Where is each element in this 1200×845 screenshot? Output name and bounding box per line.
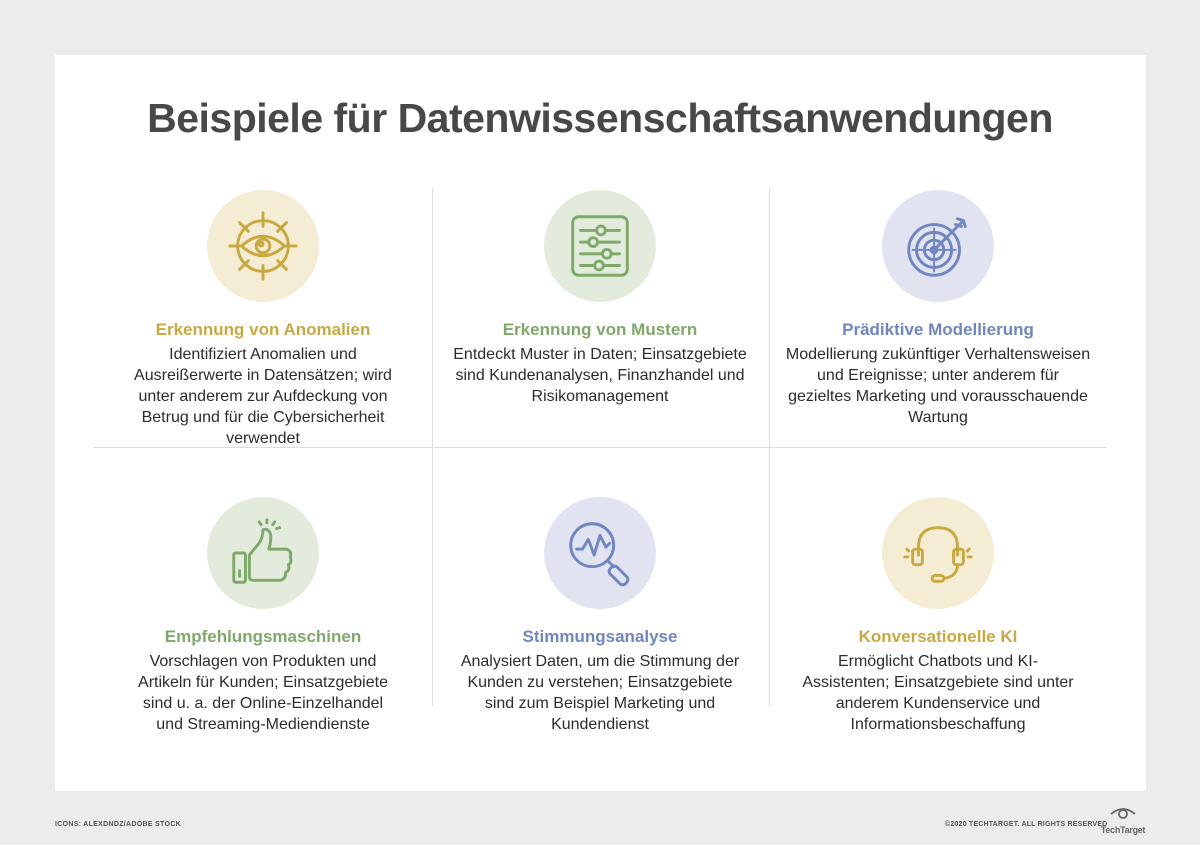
card-predictive-modeling xyxy=(769,190,1107,428)
headset-icon xyxy=(899,514,977,592)
card-heading: Prädiktive Modellierung xyxy=(842,320,1034,339)
page-title: Beispiele für Datenwissenschaftsanwendungen xyxy=(147,95,1053,141)
techtarget-logo xyxy=(1098,806,1148,835)
pattern-sliders-icon xyxy=(561,207,639,285)
card-heading: Erkennung von Anomalien xyxy=(155,320,371,339)
card-description: Identifiziert Anomalien und Ausreißerwerte in Datensätzen; wird unter anderem zur Aufdeckung von Betrug und für die Cybersicherheit verwendet xyxy=(134,346,392,447)
icon-credit: ICONS: ALEXDNDZ/ADOBE STOCK xyxy=(55,821,181,828)
card-heading: Erkennung von Mustern xyxy=(502,320,698,339)
icon-circle xyxy=(882,190,994,302)
card-recommendation-engines xyxy=(94,497,432,735)
card-description: Modellierung zukünftiger Verhaltensweisen und Ereignisse; unter anderem für gezieltes Marketing und vorausschauende Wartung xyxy=(785,346,1091,426)
card-description: Analysiert Daten, um die Stimmung der Kunden zu verstehen; Einsatzgebiete sind zum Beispiel Marketing und Kundendienst xyxy=(460,653,740,733)
magnifier-chart-icon xyxy=(561,514,639,592)
card-description: Entdeckt Muster in Daten; Einsatzgebiete sind Kundenanalysen, Finanzhandel und Risikomanagement xyxy=(453,346,747,405)
eye-target-icon xyxy=(224,207,302,285)
card-description: Vorschlagen von Produkten und Artikeln für Kunden; Einsatzgebiete sind u. a. der Online-Einzelhandel und Streaming-Mediendienste xyxy=(138,653,388,733)
brand-name: TechTarget xyxy=(1100,825,1146,835)
card-description: Ermöglicht Chatbots und KI-Assistenten; Einsatzgebiete sind unter anderem Kundenservice und Informationsbeschaffung xyxy=(802,653,1074,733)
card-heading: Empfehlungsmaschinen xyxy=(164,627,362,646)
card-sentiment-analysis xyxy=(431,497,769,735)
target-arrow-icon xyxy=(899,207,977,285)
card-pattern-recognition xyxy=(431,190,769,407)
icon-circle xyxy=(544,497,656,609)
icon-circle xyxy=(544,190,656,302)
card-heading: Stimmungsanalyse xyxy=(522,627,678,646)
icon-circle xyxy=(207,190,319,302)
card-anomaly-detection xyxy=(94,190,432,449)
thumbs-up-icon xyxy=(224,514,302,592)
card-conversational-ai xyxy=(769,497,1107,735)
copyright: ©2020 TECHTARGET. ALL RIGHTS RESERVED xyxy=(945,821,1108,828)
icon-circle xyxy=(882,497,994,609)
eye-logo-icon xyxy=(1109,806,1137,820)
icon-circle xyxy=(207,497,319,609)
card-heading: Konversationelle KI xyxy=(858,627,1018,646)
